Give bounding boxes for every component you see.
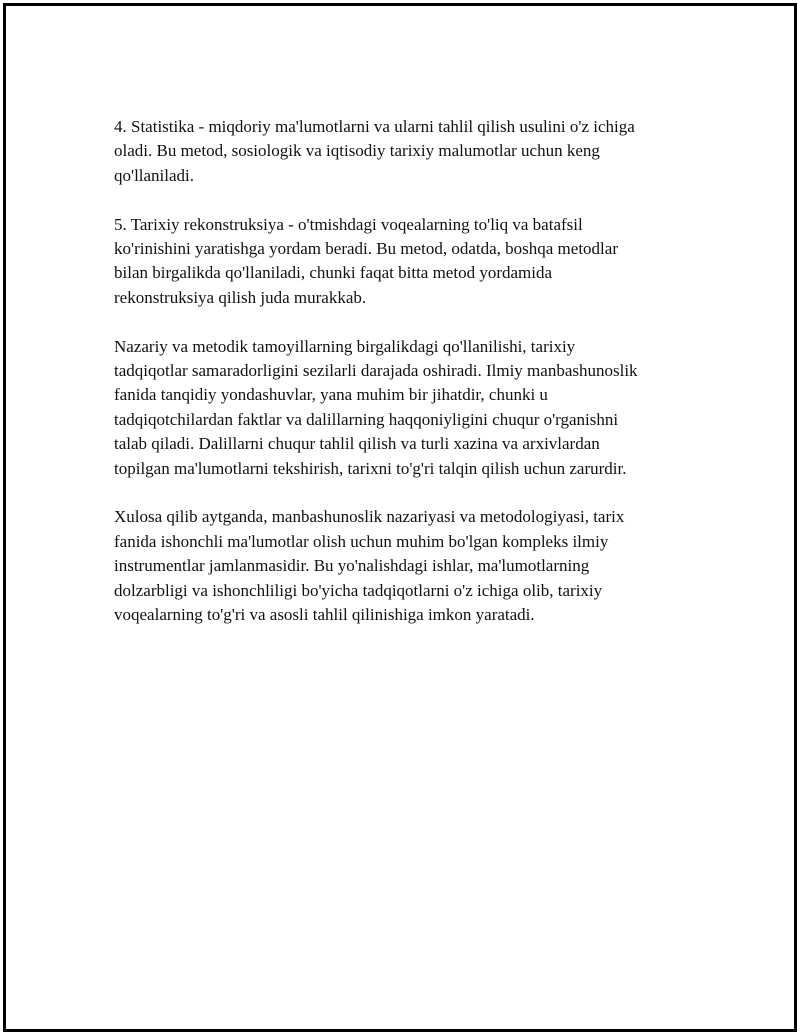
text-line: tadqiqotchilardan faktlar va dalillarning haqqoniyligini chuqur o'rganishni (114, 409, 619, 429)
text-line: 4. Statistika - miqdoriy ma'lumotlarni va ularni tahlil qilish usulini o'z ichiga (114, 117, 635, 136)
paragraph-xulosa (114, 505, 674, 627)
text-line: voqealarning to'g'ri va asosli tahlil qilinishiga imkon yaratadi. (114, 605, 535, 625)
text-line: qo'llaniladi. (114, 165, 195, 185)
paragraph-nazariy-metodik (114, 335, 674, 481)
paragraph-tarixiy-rekonstruksiya (114, 213, 674, 311)
text-line: Xulosa qilib aytganda, manbashunoslik nazariyasi va metodologiyasi, tarix (114, 507, 625, 527)
text-line: ko'rinishini yaratishga yordam beradi. Bu metod, odatda, boshqa metodlar (114, 239, 618, 259)
text-line: dolzarbligi va ishonchliligi bo'yicha tadqiqotlarni o'z ichiga olib, tarixiy (114, 580, 603, 600)
text-line: 5. Tarixiy rekonstruksiya - o'tmishdagi voqealarning to'liq va batafsil (114, 214, 583, 234)
paragraph-statistika (114, 115, 674, 188)
text-line: oladi. Bu metod, sosiologik va iqtisodiy tarixiy malumotlar uchun keng (114, 141, 600, 161)
text-line: fanida tanqidiy yondashuvlar, yana muhim bir jihatdir, chunki u (114, 385, 548, 405)
text-line: tadqiqotlar samaradorligini sezilarli darajada oshiradi. Ilmiy manbashunoslik (114, 361, 638, 381)
text-line: instrumentlar jamlanmasidir. Bu yo'nalishdagi ishlar, ma'lumotlarning (114, 556, 590, 576)
text-line: fanida ishonchli ma'lumotlar olish uchun muhim bo'lgan kompleks ilmiy (114, 531, 609, 551)
text-line: Nazariy va metodik tamoyillarning birgalikdagi qo'llanilishi, tarixiy (114, 336, 576, 356)
text-line: topilgan ma'lumotlarni tekshirish, tarixni to'g'ri talqin qilish uchun zarurdir. (114, 458, 627, 478)
document-body (114, 115, 674, 652)
text-line: talab qiladi. Dalillarni chuqur tahlil qilish va turli xazina va arxivlardan (114, 434, 600, 454)
text-line: bilan birgalikda qo'llaniladi, chunki faqat bitta metod yordamida (114, 263, 553, 283)
text-line: rekonstruksiya qilish juda murakkab. (114, 287, 367, 307)
